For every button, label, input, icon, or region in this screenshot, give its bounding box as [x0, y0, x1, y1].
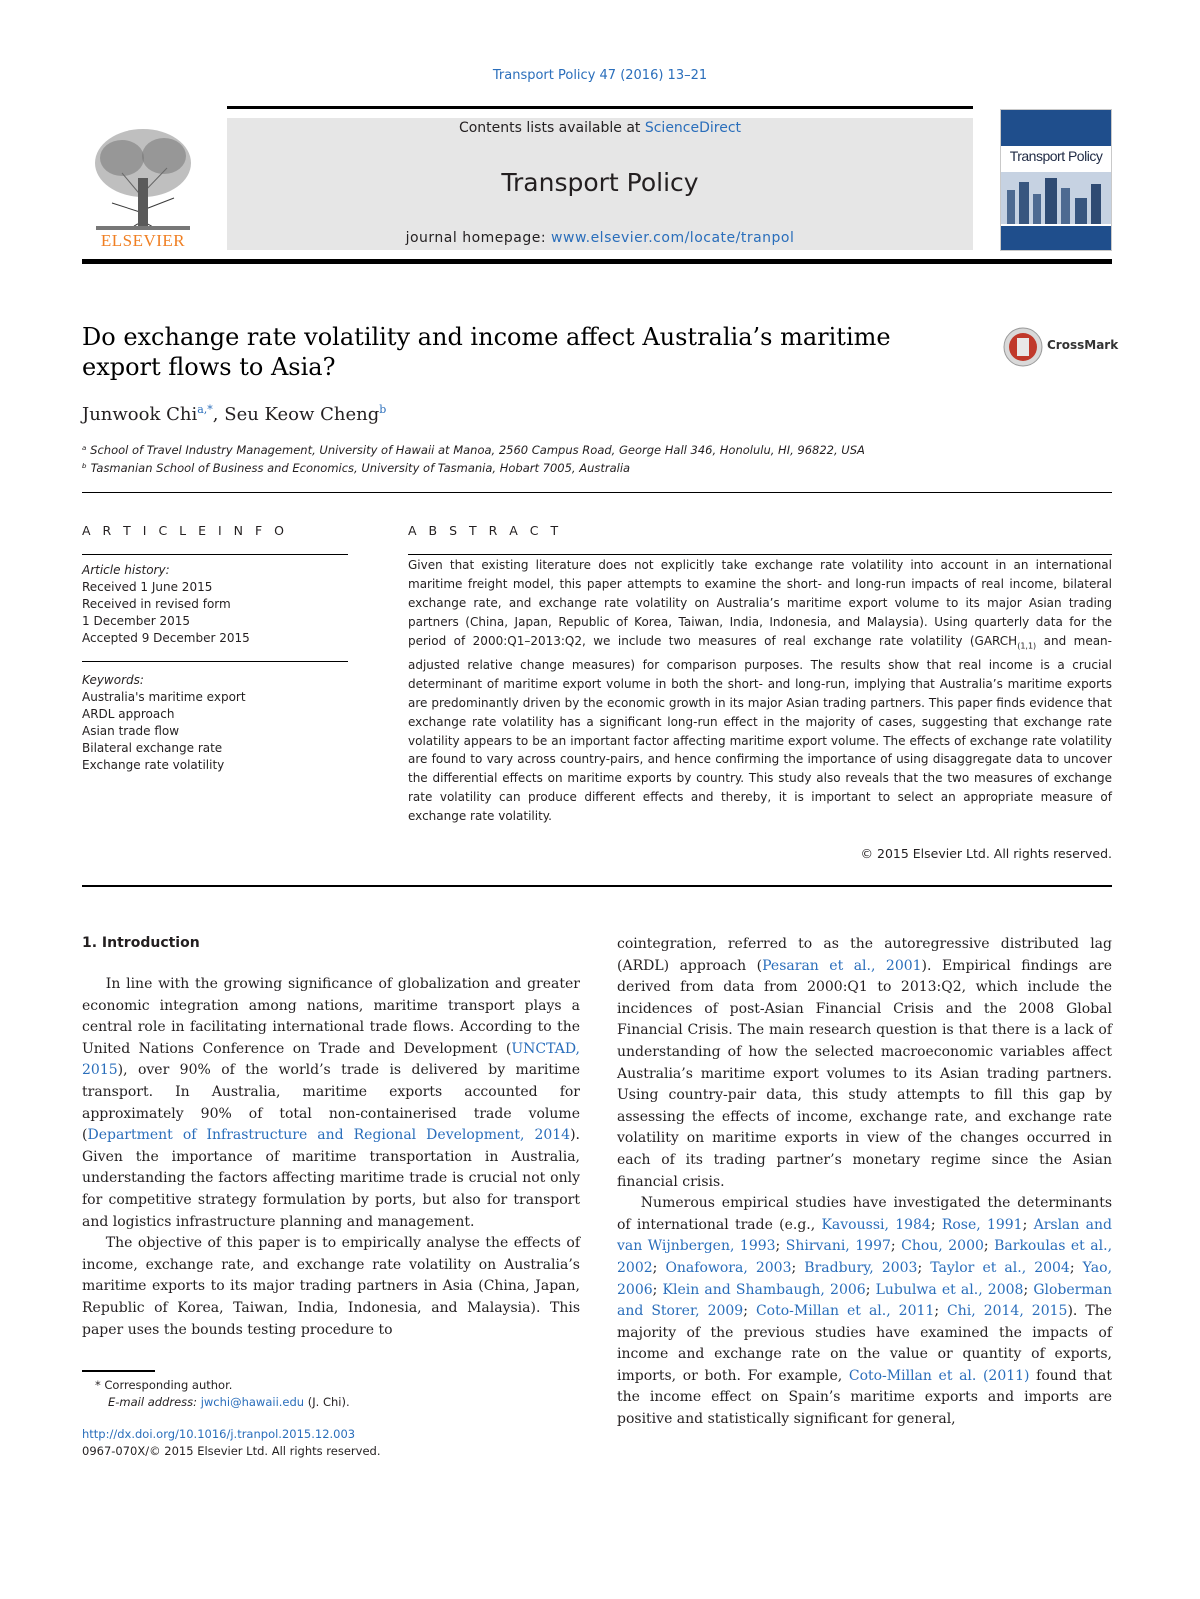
history-item: Accepted 9 December 2015	[82, 631, 250, 645]
keyword-item: Asian trade flow	[82, 724, 180, 738]
homepage-link[interactable]: www.elsevier.com/locate/tranpol	[551, 230, 795, 246]
citation-link[interactable]: Chou, 2000	[901, 1238, 984, 1255]
citation-separator: ;	[983, 1238, 995, 1255]
sciencedirect-link[interactable]: ScienceDirect	[644, 120, 742, 136]
citation-separator: ;	[865, 1281, 876, 1298]
body-column-right	[617, 934, 1112, 1431]
citation-link[interactable]: Globerman and Storer, 2009	[617, 1281, 1113, 1320]
affiliation-a: ᵃ School of Travel Industry Management, University of Hawaii at Manoa, 2560 Campus Road, George Hall 346, Honolulu, HI, 96822, USA	[82, 443, 865, 457]
divider	[82, 554, 348, 555]
citation-link[interactable]: Arslan and van Wijnbergen, 1993	[617, 1216, 1112, 1255]
email-link[interactable]: jwchi@hawaii.edu	[200, 1395, 305, 1409]
author-affiliation-marker[interactable]: b	[379, 403, 387, 416]
contents-line: Contents lists available at ScienceDirect	[458, 120, 742, 136]
citation-link[interactable]: Chi, 2014, 2015	[947, 1303, 1068, 1320]
citation-link[interactable]: Coto-Millan et al., 2011	[755, 1303, 935, 1320]
citation-link[interactable]: Taylor et al., 2004	[930, 1259, 1070, 1276]
journal-homepage: journal homepage: www.elsevier.com/locate/tranpol	[405, 230, 795, 246]
keyword-item: Bilateral exchange rate	[82, 741, 223, 755]
citation-link[interactable]: Coto-Millan et al. (2011)	[848, 1367, 1030, 1384]
header-rule-top	[227, 106, 973, 109]
history-item: Received in revised form	[82, 597, 231, 611]
abstract-copyright: © 2015 Elsevier Ltd. All rights reserved.	[860, 846, 1112, 861]
journal-citation[interactable]: Transport Policy 47 (2016) 13–21	[492, 68, 708, 83]
issn-copyright: 0967-070X/© 2015 Elsevier Ltd. All rights reserved.	[82, 1444, 381, 1458]
citation-separator: ;	[652, 1259, 666, 1276]
email-note: E-mail address: jwchi@hawaii.edu (J. Chi).	[108, 1395, 350, 1409]
paragraph: The objective of this paper is to empirically analyse the effects of income, exchange rate, and exchange rate volatility on Australia’s maritime exports to its major trading partners in Asia (China, Japan, Republic of Korea, Taiwan, India, Indonesia, and Malaysia). This paper uses the bounds testing procedure to	[82, 1235, 580, 1338]
keyword-item: Exchange rate volatility	[82, 758, 225, 772]
citation-link[interactable]: UNCTAD, 2015	[82, 1040, 580, 1079]
abstract-heading: A B S T R A C T	[408, 523, 563, 538]
citation-separator: ;	[791, 1259, 805, 1276]
section-heading: 1. Introduction	[82, 935, 200, 951]
citation-link[interactable]: Pesaran et al., 2001	[762, 957, 922, 974]
citation-link[interactable]: Lubulwa et al., 2008	[875, 1281, 1024, 1298]
affiliation-b: ᵇ Tasmanian School of Business and Economics, University of Tasmania, Hobart 7005, Australia	[82, 461, 631, 475]
corresponding-note: * Corresponding author.	[95, 1378, 233, 1392]
footnote-rule	[82, 1370, 155, 1372]
divider	[408, 554, 1112, 555]
citation-separator: ;	[890, 1238, 902, 1255]
paragraph: cointegration, referred to as the autoregressive distributed lag (ARDL) approach (Pesaran et al., 2001). Empirical findings are derived from data from 2000:Q1 to 2013:Q2, which include the incidences of post-Asian Financial Crisis and the 2008 Global Financial Crisis. The main research question is that there is a lack of understanding of how the selected macroeconomic variables affect Australia’s maritime export volumes to its Asian trading partners. Using country-pair data, this study attempts to fill this gap by assessing the effects of income, exchange rate, and exchange rate volatility on maritime exports in view of the changes occurred in each of its trading partner’s monetary regime since the Asian financial crisis.	[617, 936, 1112, 1190]
citation-link[interactable]: Barkoulas et al., 2002	[617, 1238, 1113, 1276]
citation-link[interactable]: Yao, 2006	[617, 1259, 1113, 1298]
citation-separator: ;	[930, 1216, 942, 1233]
citation-link[interactable]: Shirvani, 1997	[785, 1238, 891, 1255]
author-name[interactable]: Junwook Chi	[82, 404, 198, 425]
history-item: 1 December 2015	[82, 614, 191, 628]
abstract-text: Given that existing literature does not explicitly take exchange rate volatility into account in an international maritime freight model, this paper attempts to examine the short- and long-run impacts of real income, bilateral exchange rate, and exchange rate volatility on Australia’s maritime export volume to its major Asian trading partners (China, Japan, Republic of Korea, Taiwan, India, Indonesia, and Malaysia). Using quarterly data for the period of 2000:Q1–2013:Q2, we include two measures of real exchange rate volatility ($GARCH_{(1,1)}$ and mean-adjusted relative change measures) for comparison purposes. The results show that real income is a crucial determinant of maritime export volume in both the short- and long-run, implying that Australia’s maritime exports are predominantly driven by the economic growth in its major Asian trading partners. This paper finds evidence that exchange rate volatility has a significant long-run effect in the majority of cases, suggesting that exchange rate volatility appears to be an important factor affecting maritime export volume. The effects of exchange rate volatility are found to vary across country-pairs, and hence confirming the importance of using disaggregate data to uncover the differential effects on maritime exports by country. This study also reveals that the two measures of exchange rate volatility can produce different effects and thereby, it is important to select an appropriate measure of exchange rate volatility.	[408, 558, 1112, 824]
cover-title: Transport Policy	[1009, 148, 1103, 164]
citation-separator: ;	[917, 1259, 931, 1276]
citation-separator: ;	[652, 1281, 663, 1298]
history-label: Article history:	[82, 563, 170, 577]
citation-separator: ;	[743, 1303, 756, 1320]
citation-separator: ;	[1022, 1216, 1034, 1233]
citation-link[interactable]: Bradbury, 2003	[804, 1259, 918, 1276]
keyword-item: Australia's maritime export	[82, 690, 246, 704]
journal-title: Transport Policy	[501, 168, 699, 197]
crossmark-badge[interactable]	[1003, 325, 1118, 369]
citation-link[interactable]: Rose, 1991	[941, 1216, 1023, 1233]
citation-separator: ;	[1023, 1281, 1034, 1298]
paragraph: Numerous empirical studies have investigated the determinants of international trade (e.g., Kavoussi, 1984; Rose, 1991; Arslan and van Wijnbergen, 1993; Shirvani, 1997; Chou, 2000; Barkoulas et al., 2002; Onafowora, 2003; Bradbury, 2003; Taylor et al., 2004; Yao, 2006; Klein and Shambaugh, 2006; Lubulwa et al., 2008; Globerman and Storer, 2009; Coto-Millan et al., 2011; Chi, 2014, 2015). The majority of the previous studies have examined the impacts of income and exchange rate on the value or quantity of exports, imports, or both. For example, Coto-Millan et al. (2011) found that the income effect on Spain’s maritime exports and imports are positive and statistically significant for general,	[617, 1195, 1113, 1428]
journal-masthead	[227, 118, 973, 250]
divider	[82, 492, 1112, 493]
doi-link[interactable]: http://dx.doi.org/10.1016/j.tranpol.2015.12.003	[82, 1427, 356, 1441]
keywords-label: Keywords:	[82, 673, 144, 687]
article-history	[82, 562, 352, 647]
author-list: Junwook Chi$^{a,*}$, Seu Keow Cheng$^b$	[82, 403, 387, 425]
elsevier-wordmark: ELSEVIER	[100, 231, 186, 250]
keywords	[82, 672, 352, 774]
cover-bottom-band	[1001, 226, 1111, 250]
citation-separator: ;	[934, 1303, 948, 1320]
divider	[82, 661, 348, 662]
paragraph: In line with the growing significance of globalization and greater economic integration among nations, maritime transport plays a central role in facilitating international trade flows. According to the United Nations Conference on Trade and Development (UNCTAD, 2015), over 90% of the world’s trade is delivered by maritime transport. In Australia, maritime exports accounted for approximately 90% of total non-containerised trade volume (Department of Infrastructure and Regional Development, 2014). Given the importance of maritime transportation in Australia, understanding the factors affecting maritime trade is crucial not only for competitive strategy formulation by ports, but also for transport and logistics infrastructure planning and management.	[82, 976, 580, 1230]
citation-separator: ;	[1069, 1259, 1083, 1276]
elsevier-tree-icon	[82, 118, 204, 250]
cover-city-image	[1001, 172, 1111, 224]
citation-link[interactable]: Department of Infrastructure and Regional Development, 2014	[87, 1127, 571, 1144]
history-item: Received 1 June 2015	[82, 580, 213, 594]
citation-link[interactable]: Onafowora, 2003	[665, 1259, 792, 1276]
citation-link[interactable]: Kavoussi, 1984	[821, 1216, 931, 1233]
author-affiliation-marker[interactable]: a,*	[197, 403, 213, 416]
article-info-heading: A R T I C L E I N F O	[82, 523, 288, 538]
citation-link[interactable]: Klein and Shambaugh, 2006	[662, 1281, 866, 1298]
divider	[82, 885, 1112, 887]
keyword-item: ARDL approach	[82, 707, 175, 721]
header-rule-bottom	[82, 259, 1112, 264]
cover-top-band	[1001, 110, 1111, 146]
article-title: Do exchange rate volatility and income affect Australia’s maritime export flows to Asia?	[82, 323, 891, 381]
author-name[interactable]: Seu Keow Cheng	[224, 404, 380, 425]
elsevier-logo	[82, 118, 204, 250]
body-column-left	[82, 974, 580, 1341]
crossmark-label: CrossMark	[1047, 338, 1119, 352]
journal-cover[interactable]	[1000, 109, 1112, 251]
citation-separator: ;	[775, 1238, 786, 1255]
